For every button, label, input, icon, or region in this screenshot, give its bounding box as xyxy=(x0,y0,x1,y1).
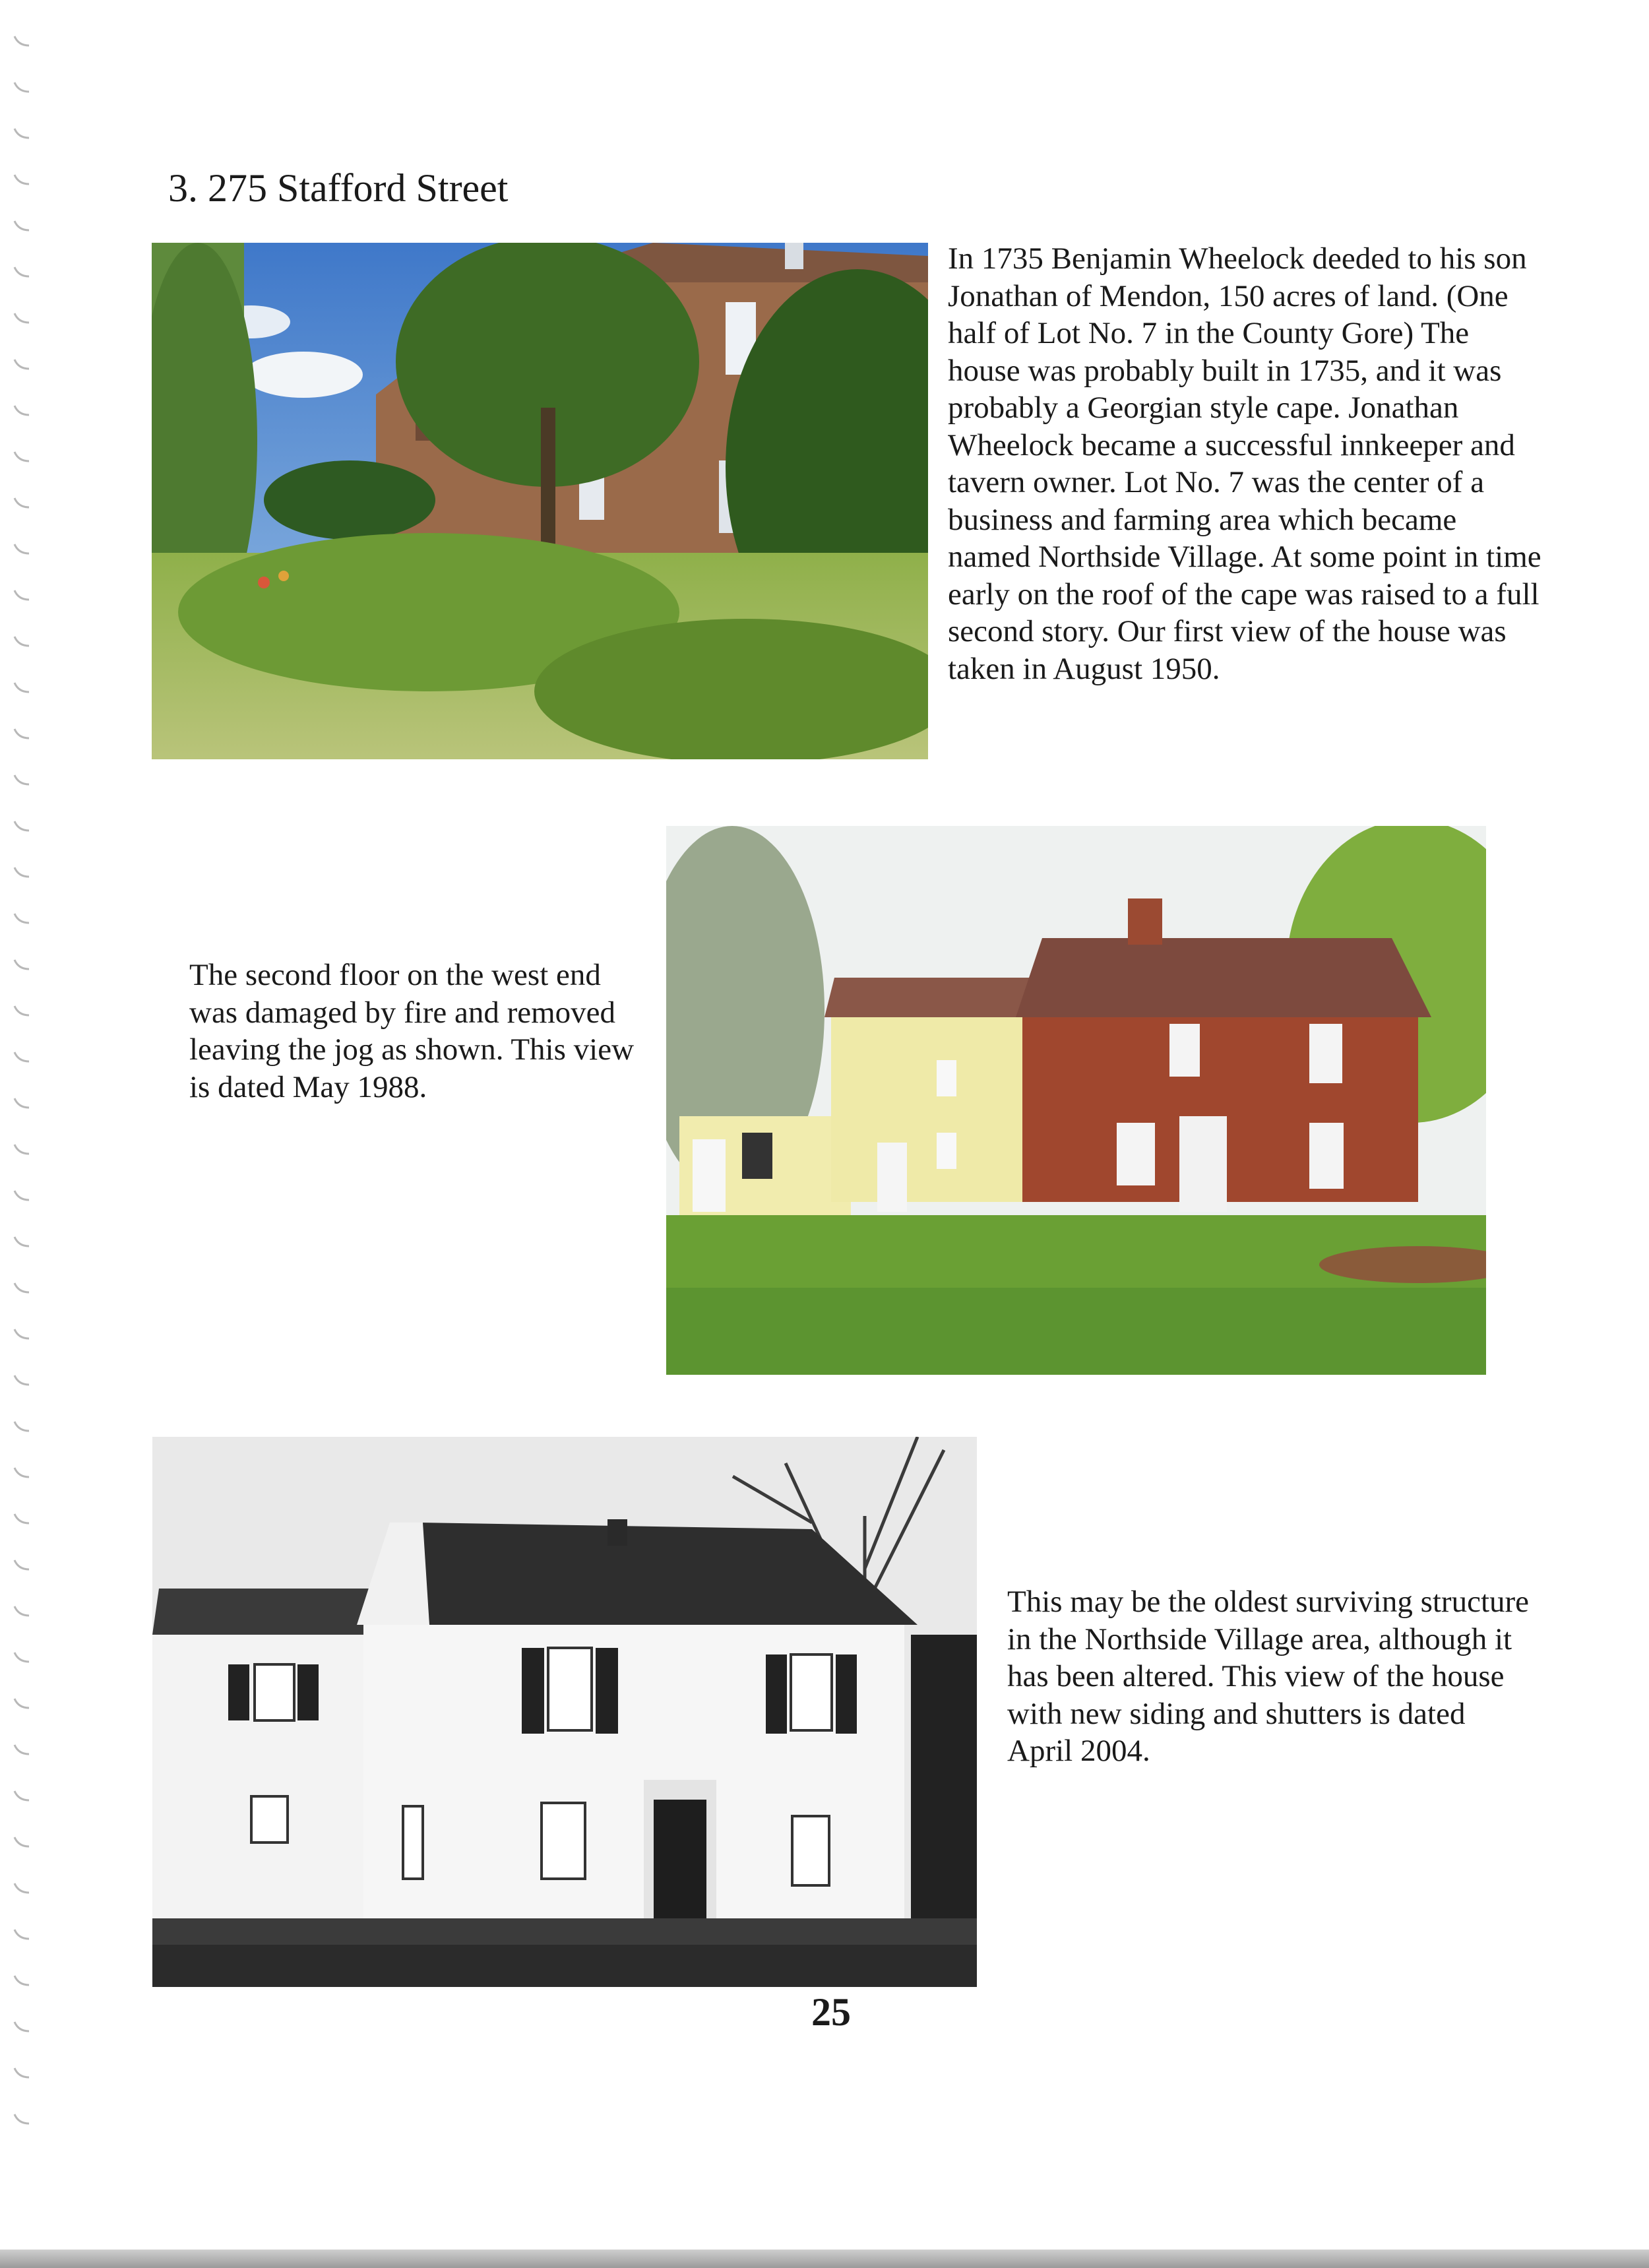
page-title: 3. 275 Stafford Street xyxy=(168,166,509,210)
page-number: 25 xyxy=(811,1990,851,2034)
fire-damage-paragraph: The second floor on the west end was damaged by fire and removed leaving the jog as shown. This view is dated May 1988. xyxy=(189,958,635,1104)
spiral-binding xyxy=(0,0,53,2177)
page-bottom-edge xyxy=(0,2250,1649,2268)
house-photo-2004 xyxy=(152,1437,977,1987)
house-photo-1988 xyxy=(666,826,1486,1375)
history-paragraph: In 1735 Benjamin Wheelock deeded to his son Jonathan of Mendon, 150 acres of land. (One half of Lot No. 7 in the County Gore) The house was probably built in 1735, and it was probably a Georgian style cape. Jonathan Wheelock became a successful innkeeper and tavern owner. Lot No. 7 was the center of a business and farming area which became named Northside Village. At some point in time early on the roof of the cape was raised to a full second story. Our first view of the house was taken in August 1950. xyxy=(948,241,1541,686)
oldest-structure-paragraph: This may be the oldest surviving structure in the Northside Village area, although it has been altered. This view of the house with new siding and shutters is dated April 2004. xyxy=(1007,1585,1530,1768)
house-photo-1950 xyxy=(152,243,928,759)
